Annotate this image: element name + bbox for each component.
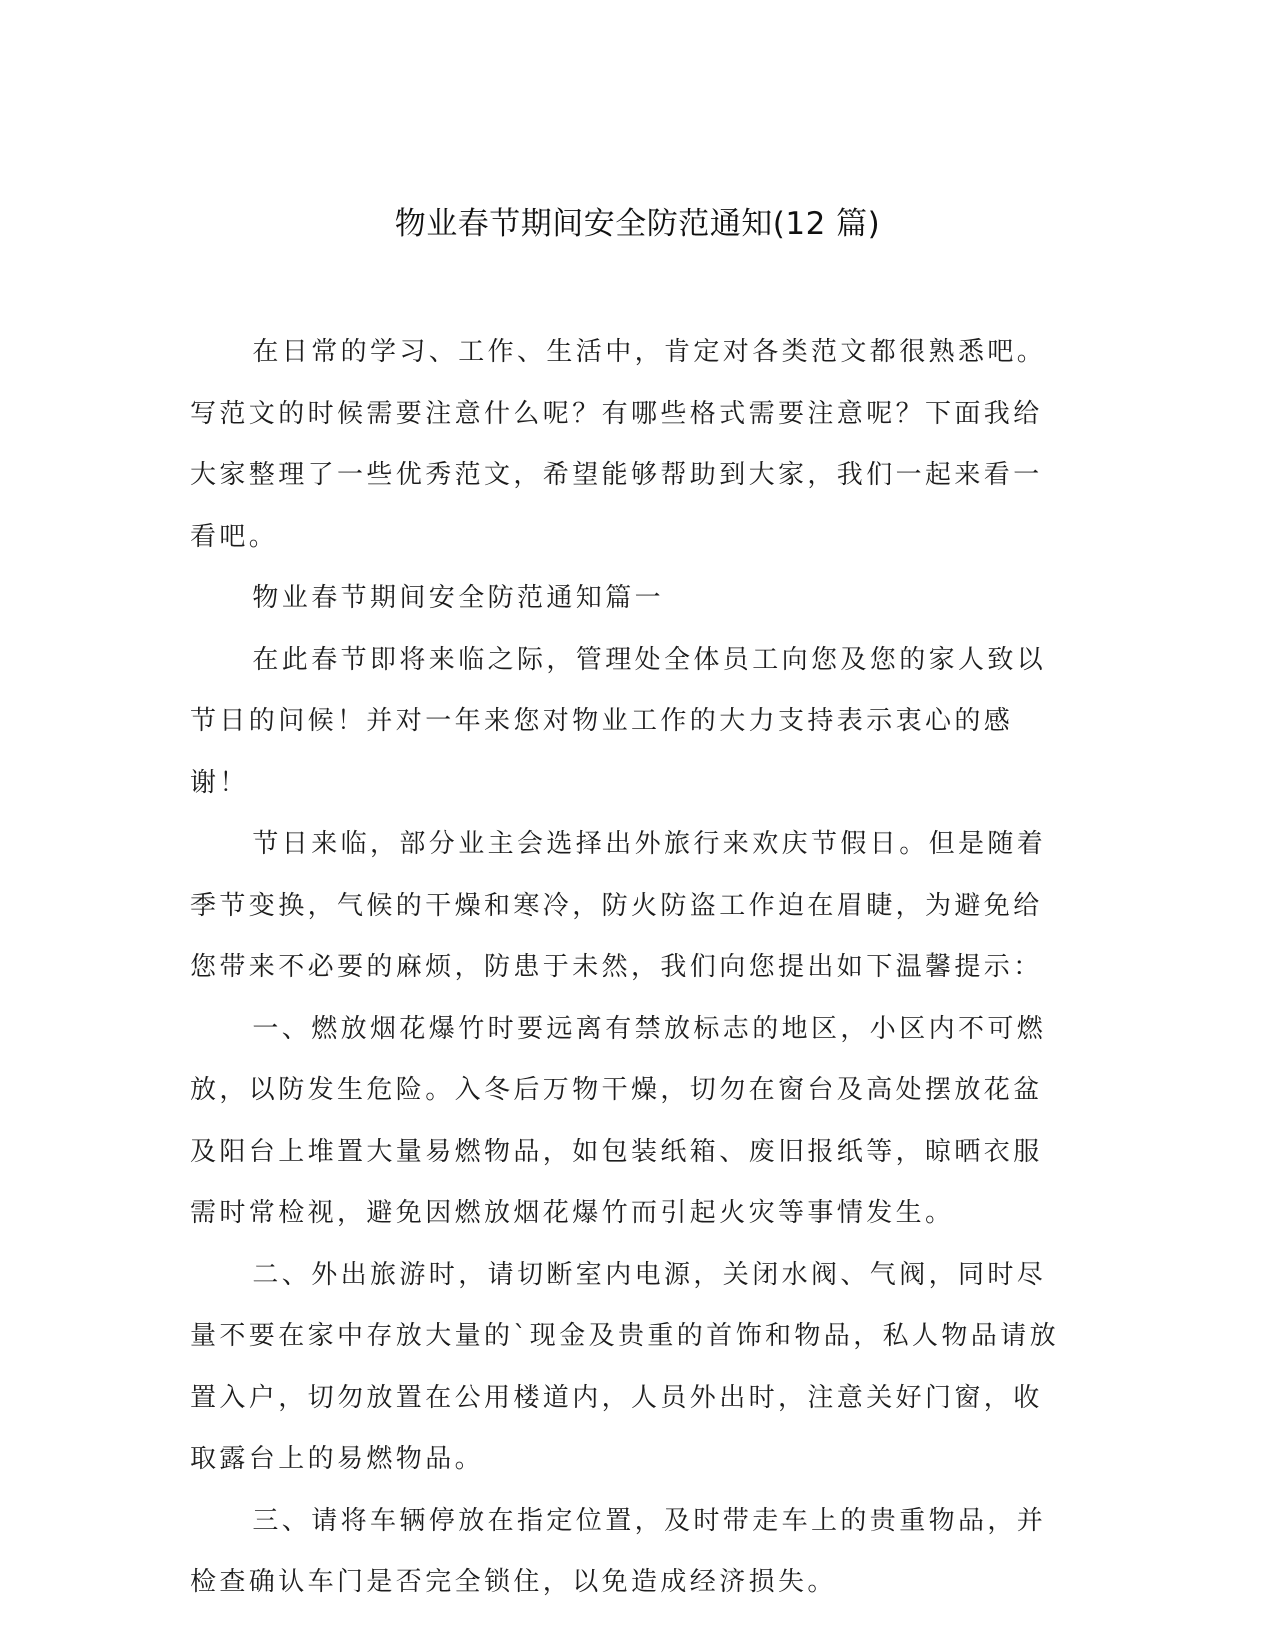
paragraph-item-1: 一、燃放烟花爆竹时要远离有禁放标志的地区，小区内不可燃放，以防发生危险。入冬后万物干燥，切勿在窗台及高处摆放花盆及阳台上堆置大量易燃物品，如包装纸箱、废旧报纸等，晾晒衣服需时常检视，避免因燃放烟花爆竹而引起火灾等事情发生。 — [190, 1013, 1047, 1228]
paragraph-item-2: 二、外出旅游时，请切断室内电源，关闭水阀、气阀，同时尽量不要在家中存放大量的`现金及贵重的首饰和物品，私人物品请放置入户，切勿放置在公用楼道内，人员外出时，注意关好门窗，收取露台上的易燃物品。 — [190, 1259, 1060, 1474]
paragraph-greeting: 在此春节即将来临之际，管理处全体员工向您及您的家人致以节日的问候！并对一年来您对物业工作的大力支持表示衷心的感谢！ — [190, 644, 1047, 798]
paragraph-reminder-intro: 节日来临，部分业主会选择出外旅行来欢庆节假日。但是随着季节变换，气候的干燥和寒冷，防火防盗工作迫在眉睫，为避免给您带来不必要的麻烦，防患于未然，我们向您提出如下温馨提示： — [190, 829, 1047, 982]
paragraph-intro: 在日常的学习、工作、生活中，肯定对各类范文都很熟悉吧。写范文的时候需要注意什么呢？有哪些格式需要注意呢？下面我给大家整理了一些优秀范文，希望能够帮助到大家，我们一起来看一看吧。 — [190, 337, 1047, 552]
document-body — [190, 322, 1070, 1614]
paragraph-item-3: 三、请将车辆停放在指定位置，及时带走车上的贵重物品，并检查确认车门是否完全锁住，以免造成经济损失。 — [190, 1505, 1047, 1597]
document-title: 物业春节期间安全防范通知(12 篇) — [394, 206, 881, 242]
section-heading: 物业春节期间安全防范通知篇一 — [252, 583, 664, 613]
